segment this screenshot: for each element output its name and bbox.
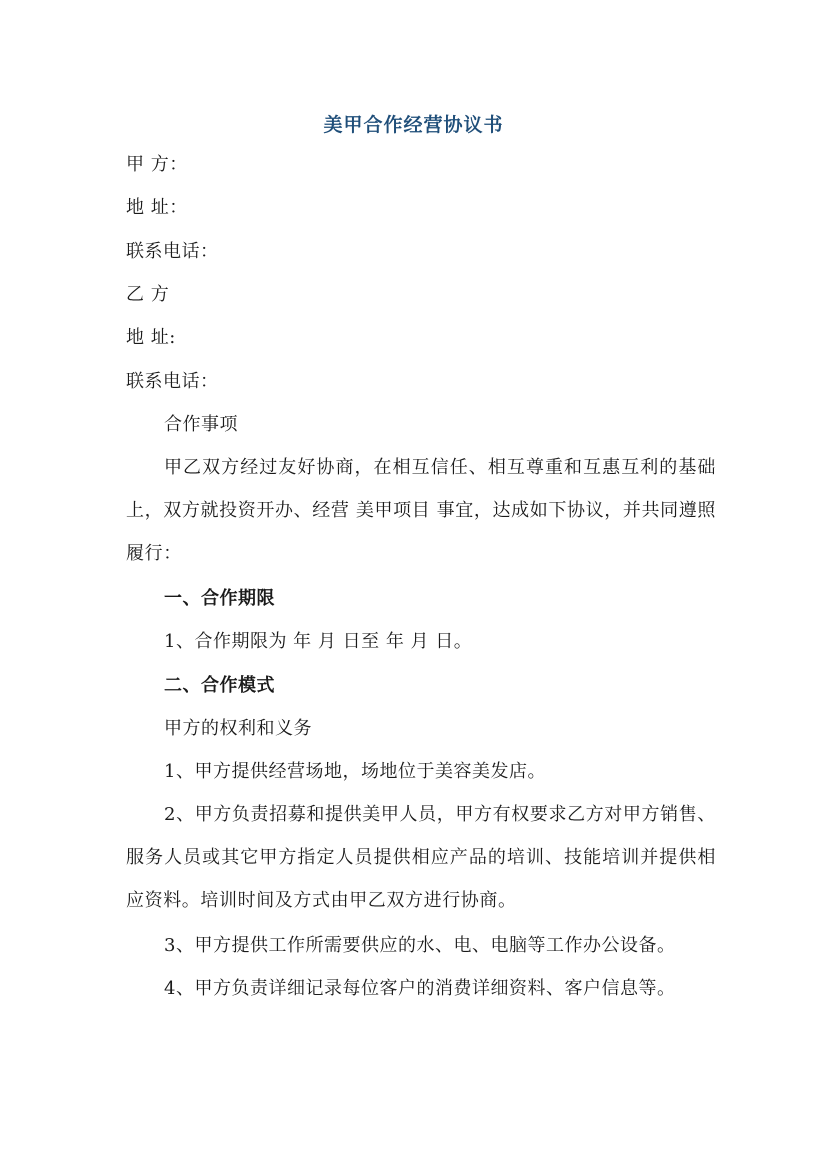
section1-item1: 1、合作期限为 年 月 日至 年 月 日。 <box>164 631 473 652</box>
party-a-item4: 4、甲方负责详细记录每位客户的消费详细资料、客户信息等。 <box>164 978 676 999</box>
party-a-phone: 联系电话： <box>126 241 219 262</box>
party-a-item2: 2、甲方负责招募和提供美甲人员，甲方有权要求乙方对甲方销售、服务人员或其它甲方指定人员提供相应产品的培训、技能培训并提供相应资料。培训时间及方式由甲乙双方进行协商。 <box>126 804 716 911</box>
party-a-label: 甲 方： <box>126 154 188 175</box>
party-b-phone: 联系电话： <box>126 371 219 392</box>
party-a-address: 地 址： <box>126 197 188 218</box>
party-a-rights-heading: 甲方的权利和义务 <box>164 718 312 739</box>
intro-paragraph: 甲乙双方经过友好协商，在相互信任、相互尊重和互惠互利的基础上，双方就投资开办、经营 美甲项目 事宜，达成如下协议，并共同遵照履行： <box>126 457 716 564</box>
section1-heading: 一、合作期限 <box>164 588 275 609</box>
party-b-address: 地 址: <box>126 327 176 348</box>
party-a-item3: 3、甲方提供工作所需要供应的水、电、电脑等工作办公设备。 <box>164 935 676 956</box>
party-b-label: 乙 方 <box>126 284 170 305</box>
party-a-item1: 1、甲方提供经营场地，场地位于美容美发店。 <box>164 761 546 782</box>
cooperation-heading: 合作事项 <box>164 414 238 435</box>
section2-heading: 二、合作模式 <box>164 675 275 696</box>
document-title: 美甲合作经营协议书 <box>323 114 504 136</box>
